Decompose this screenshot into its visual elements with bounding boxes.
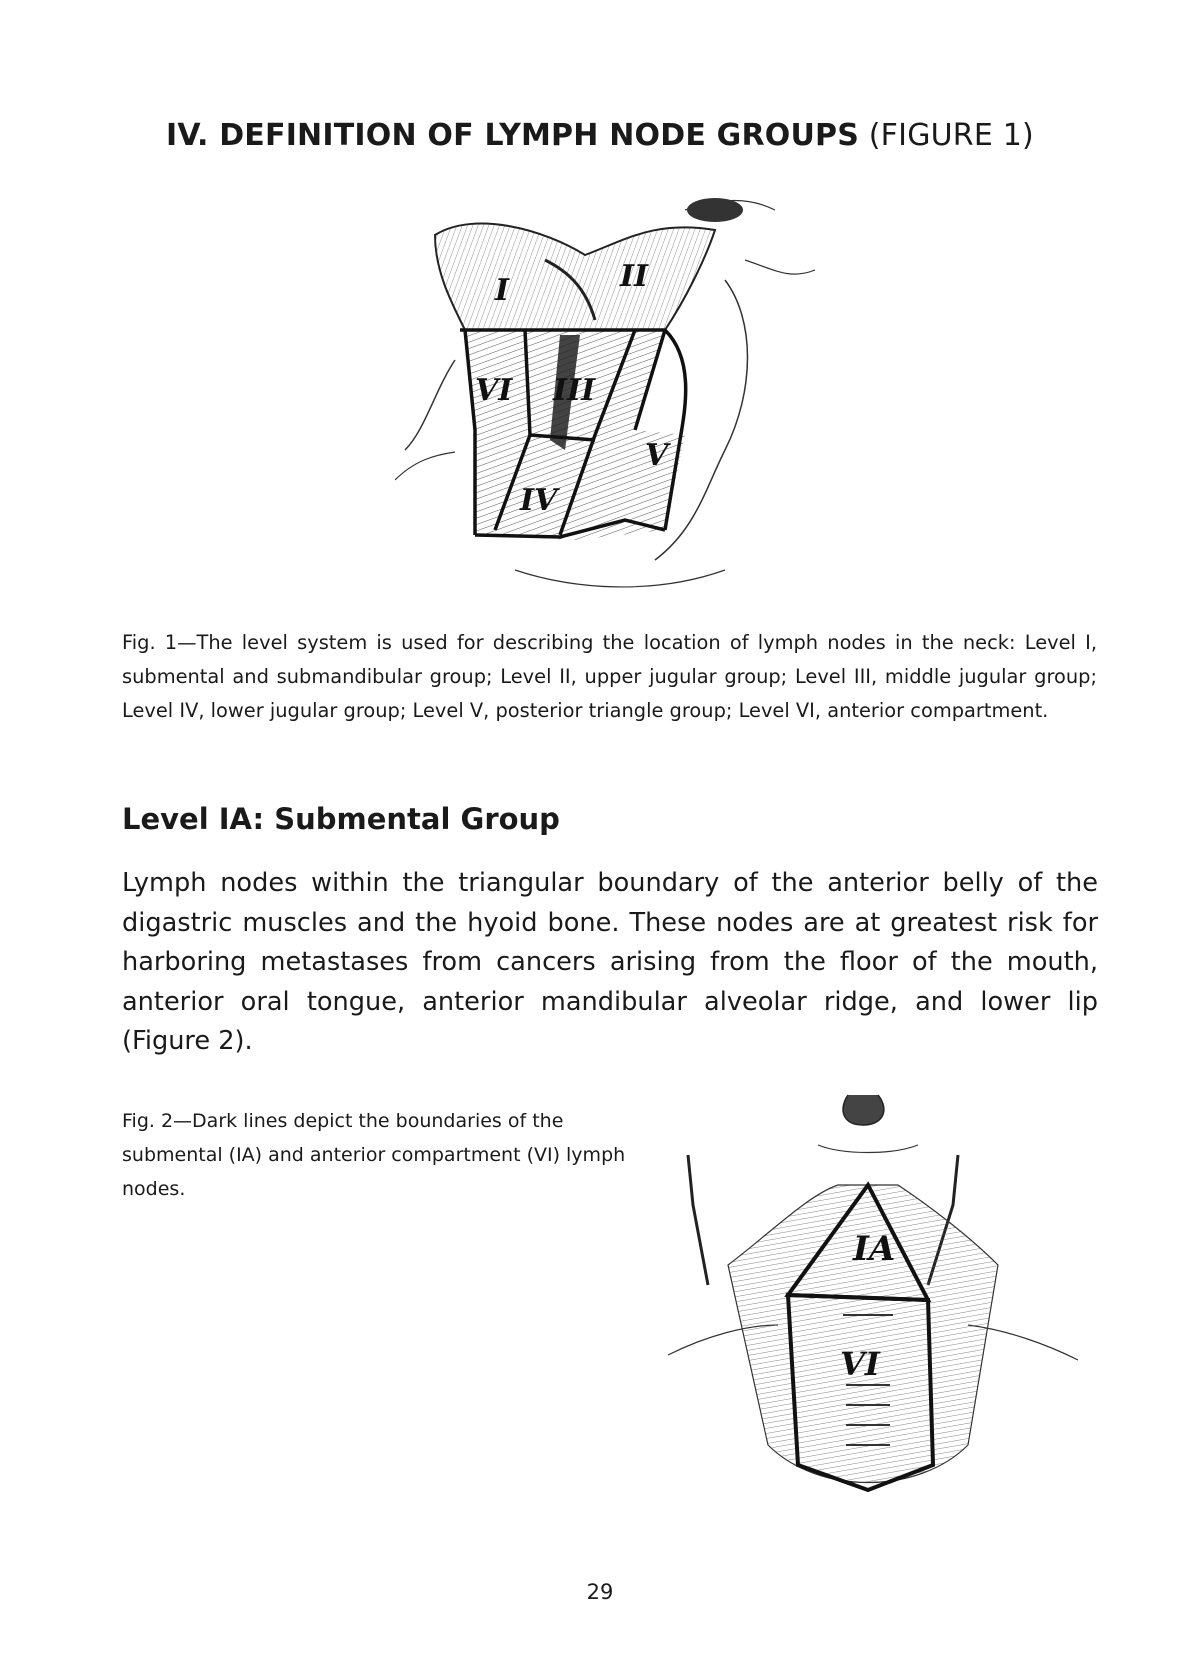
figure-2-submental-diagram (668, 1085, 1078, 1520)
level-label-IV: IV (520, 483, 558, 518)
neck-contour (515, 570, 725, 587)
level-label-IA: IA (853, 1229, 896, 1269)
figure-1-caption: Fig. 1—The level system is used for describing the location of lymph nodes in the neck: Level I, submental and submandibular group; Level II, upper jugular group; Level III, middle jugular group; Level IV, lower jugular group; Level V, posterior triangle group; Level VI, anterior compartment. (122, 631, 1097, 722)
figure-1-neck-levels (395, 190, 835, 610)
subheading: Level IA: Submental Group (122, 802, 560, 836)
level-label-I: I (495, 273, 510, 308)
level-label-V: V (645, 438, 669, 473)
body-paragraph: Lymph nodes within the triangular boundary of the anterior belly of the digastric muscles and the hyoid bone. These nodes are at greatest risk for harboring metastases from cancers arising from the floor of the mouth, anterior oral tongue, anterior mandibular alveolar ridge, and lower lip (Figure 2). (122, 868, 1098, 1056)
section-title-figure-ref: (FIGURE 1) (859, 118, 1034, 153)
section-title-main: IV. DEFINITION OF LYMPH NODE GROUPS (166, 118, 860, 153)
ear-region (687, 198, 743, 222)
figure-2-caption: Fig. 2—Dark lines depict the boundaries of the submental (IA) and anterior compartment (VI) lymph nodes. (122, 1110, 626, 1200)
section-title (0, 118, 1200, 153)
neck-contour (395, 452, 455, 480)
level-label-III: III (553, 373, 596, 408)
neck-contour (745, 260, 815, 274)
level-label-VI: VI (475, 373, 513, 408)
mandible-region (435, 224, 715, 330)
neck-contour (405, 360, 455, 450)
level-label-II: II (620, 259, 649, 294)
level-label-VI: VI (840, 1345, 880, 1383)
jaw-contour (818, 1145, 918, 1153)
chin-region (843, 1095, 884, 1125)
left-retractor (688, 1155, 708, 1285)
page-number: 29 (586, 1580, 614, 1604)
